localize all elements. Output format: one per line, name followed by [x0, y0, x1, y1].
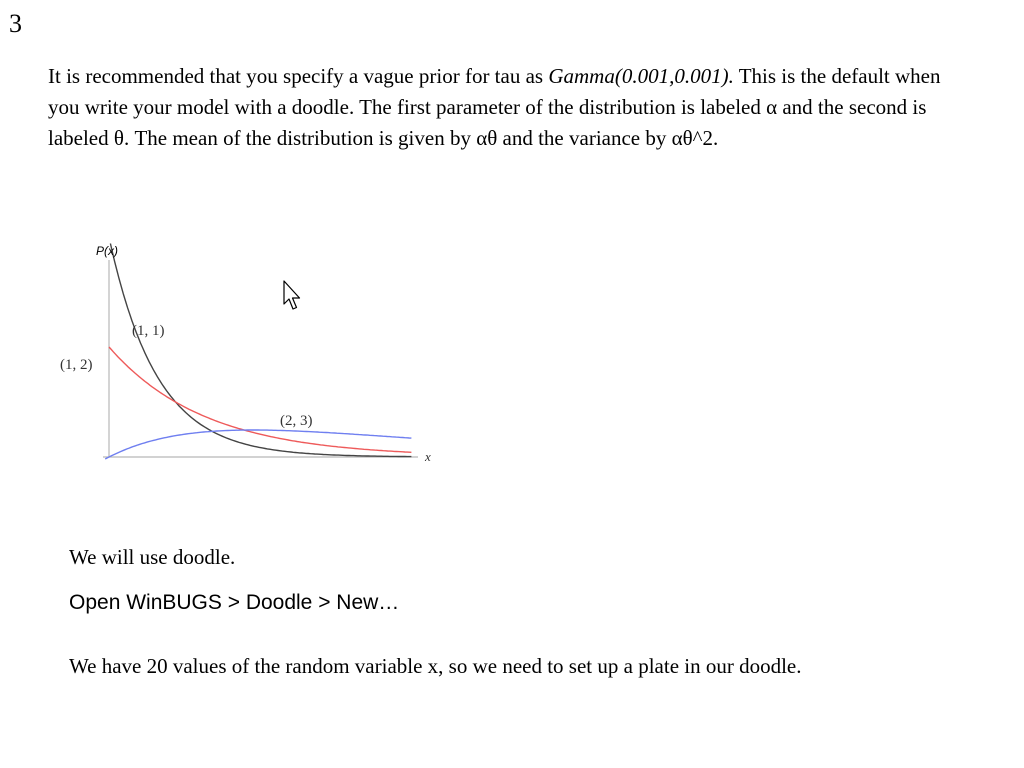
intro-text-part1: It is recommended that you specify a vague prior for tau as	[48, 64, 549, 88]
mouse-cursor-icon	[283, 280, 303, 314]
gamma-distribution-figure	[55, 238, 445, 470]
plate-sentence: We have 20 values of the random variable x, so we need to set up a plate in our doodle.	[69, 654, 802, 678]
curve-label-1-1: (1, 1)	[132, 323, 165, 339]
curve-label-1-2: (1, 2)	[60, 357, 93, 373]
intro-paragraph	[48, 61, 968, 154]
y-axis-label: P(x)	[96, 244, 118, 258]
page-number: 3	[9, 9, 22, 38]
intro-text-part2: This is the default when you write your model with a doodle. The first parameter of the distribution is labeled α and the second is labeled θ. The mean of the distribution is given by αθ and the variance by αθ^2.	[48, 64, 941, 150]
curve-label-2-3: (2, 3)	[280, 413, 313, 429]
curve-1-1	[110, 244, 411, 457]
gamma-prior-text: Gamma(0.001,0.001).	[548, 64, 734, 88]
winbugs-menu-instruction: Open WinBUGS > Doodle > New…	[69, 591, 400, 614]
gamma-plot	[55, 238, 445, 470]
doodle-sentence: We will use doodle.	[69, 545, 236, 569]
x-axis-label: x	[425, 449, 431, 464]
curve-1-2	[109, 347, 411, 452]
